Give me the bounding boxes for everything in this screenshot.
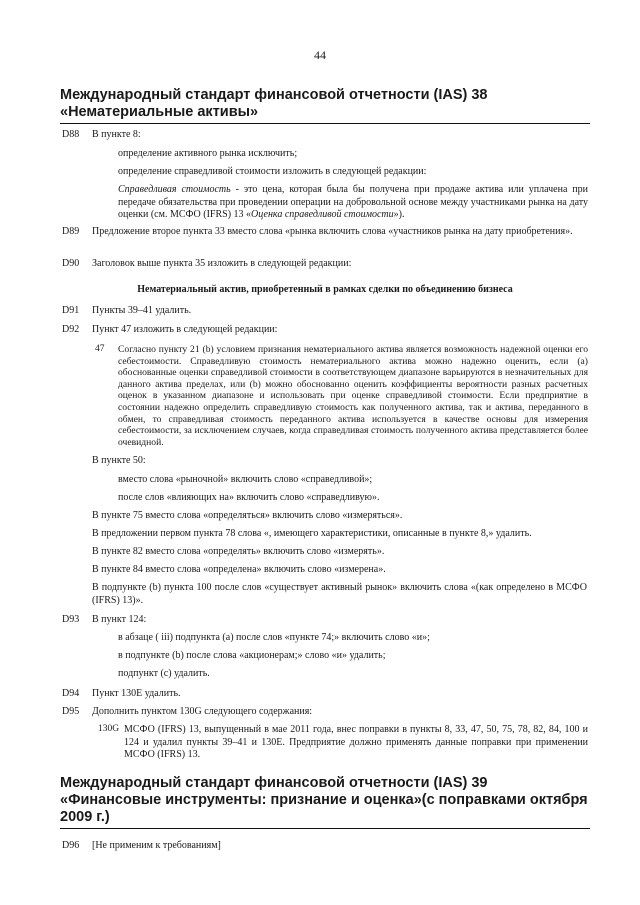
d94-text: Пункт 130Е удалить. — [92, 688, 181, 699]
d88-intro: В пункте 8: — [92, 129, 141, 140]
d89-text: Предложение второе пункта 33 вместо слова «рынка включить слова «участников рынка на дату приобретения». — [92, 226, 573, 237]
d93-item-b: в подпункте (b) после слова «акционерам;» слово «и» удалить; — [118, 650, 386, 661]
definition-body: - это цена, которая была бы получена при продаже актива или уплачена при передаче обязательства при проведении операции на добровольной основе между участниками рынка на дату оценки (см. МСФО (IFRS) 13 « — [118, 184, 589, 220]
d93-item-a: в абзаце ( iii) подпункта (а) после слов «пункте 74;» включить слово «и»; — [118, 632, 430, 643]
section-heading-ias39 — [60, 775, 590, 829]
d88-line2: определение справедливой стоимости изложить в следующей редакции: — [118, 166, 427, 177]
p50-item-b: после слов «влияющих на» включить слово «справедливую». — [118, 492, 380, 503]
item-label-d93: D93 — [62, 614, 80, 625]
p84-text: В пункте 84 вместо слова «определена» включить слово «измерена». — [92, 564, 386, 575]
heading-line: «Финансовые инструменты: признание и оценка»(с поправками октября — [60, 792, 588, 808]
d90-text: Заголовок выше пункта 35 изложить в следующей редакции: — [92, 258, 352, 269]
d95-intro: Дополнить пунктом 130G следующего содержания: — [92, 706, 313, 717]
page-number: 44 — [314, 48, 326, 62]
fair-value-definition — [118, 184, 588, 222]
heading-line: 2009 г.) — [60, 809, 110, 825]
item-label-d96: D96 — [62, 840, 80, 851]
item-label-d91: D91 — [62, 305, 80, 316]
subheading: Нематериальный актив, приобретенный в рамках сделки по объединению бизнеса — [137, 284, 513, 295]
d93-intro: В пункт 124: — [92, 614, 147, 625]
d93-item-c: подпункт (с) удалить. — [118, 668, 210, 679]
item-label-d88: D88 — [62, 129, 80, 140]
p100-text: В подпункте (b) пункта 100 после слов «существует активный рынок» включить слова «(как определено в МСФО (IFRS) 13)». — [92, 582, 587, 606]
heading-line: Международный стандарт финансовой отчетности (IAS) 39 — [60, 775, 488, 791]
d91-text: Пункты 39–41 удалить. — [92, 305, 192, 316]
paragraph-number-47: 47 — [95, 344, 105, 354]
paragraph-number-130g: 130G — [98, 724, 120, 734]
definition-reference: Оценка справедливой стоимости — [251, 209, 394, 220]
heading-line: Международный стандарт финансовой отчетности (IAS) 38 — [60, 87, 488, 103]
d88-line1: определение активного рынка исключить; — [118, 148, 298, 159]
p50-item-a: вместо слова «рыночной» включить слово «справедливой»; — [118, 474, 373, 485]
p50-intro: В пункте 50: — [92, 455, 146, 466]
section-heading-ias38 — [60, 87, 590, 124]
definition-term: Справедливая стоимость — [118, 184, 231, 195]
d92-intro: Пункт 47 изложить в следующей редакции: — [92, 324, 278, 335]
item-label-d89: D89 — [62, 226, 80, 237]
heading-line: «Нематериальные активы» — [60, 104, 259, 120]
paragraph-47-text: Согласно пункту 21 (b) условием признания нематериального актива является возможность надежной оценки его себестоимости. Справедливую стоимость нематериального актива можно надежно оценить, если (а) обоснованные оценки справедливой стоимости в соответствующем диапазоне варьируются в незначительных для данного актива пределах, или (b) можно обоснованно оценить коэффициенты вероятности разных расчетных оценок в указанном диапазоне и использовать при оценке справедливой стоимости. Если предприятие в состоянии надежно определить справедливую стоимость как полученного актива, так и актива, переданного в обмен, то справедливая стоимость переданного актива используется в качестве основы для измерения себестоимости, за исключением случаев, когда справедливая стоимость полученного актива представляется более очевидной. — [118, 344, 588, 448]
p82-text: В пункте 82 вместо слова «определять» включить слово «измерять». — [92, 546, 385, 557]
paragraph-130g-text: МСФО (IFRS) 13, выпущенный в мае 2011 года, внес поправки в пункты 8, 33, 47, 50, 75, 78, 82, 84, 100 и 124 и удалил пункты 39–41 и 130E. Предприятие должно применять данные поправки при применении МСФО (IFRS) 13. — [124, 724, 588, 760]
p75-text: В пункте 75 вместо слова «определяться» включить слово «измеряться». — [92, 510, 403, 521]
p78-text: В предложении первом пункта 78 слова «, имеющего характеристики, описанные в пункте 8,» удалить. — [92, 528, 532, 539]
item-label-d90: D90 — [62, 258, 80, 269]
item-label-d95: D95 — [62, 706, 80, 717]
definition-end: »). — [393, 209, 405, 220]
item-label-d94: D94 — [62, 688, 80, 699]
d96-text: [Не применим к требованиям] — [92, 840, 221, 851]
item-label-d92: D92 — [62, 324, 80, 335]
